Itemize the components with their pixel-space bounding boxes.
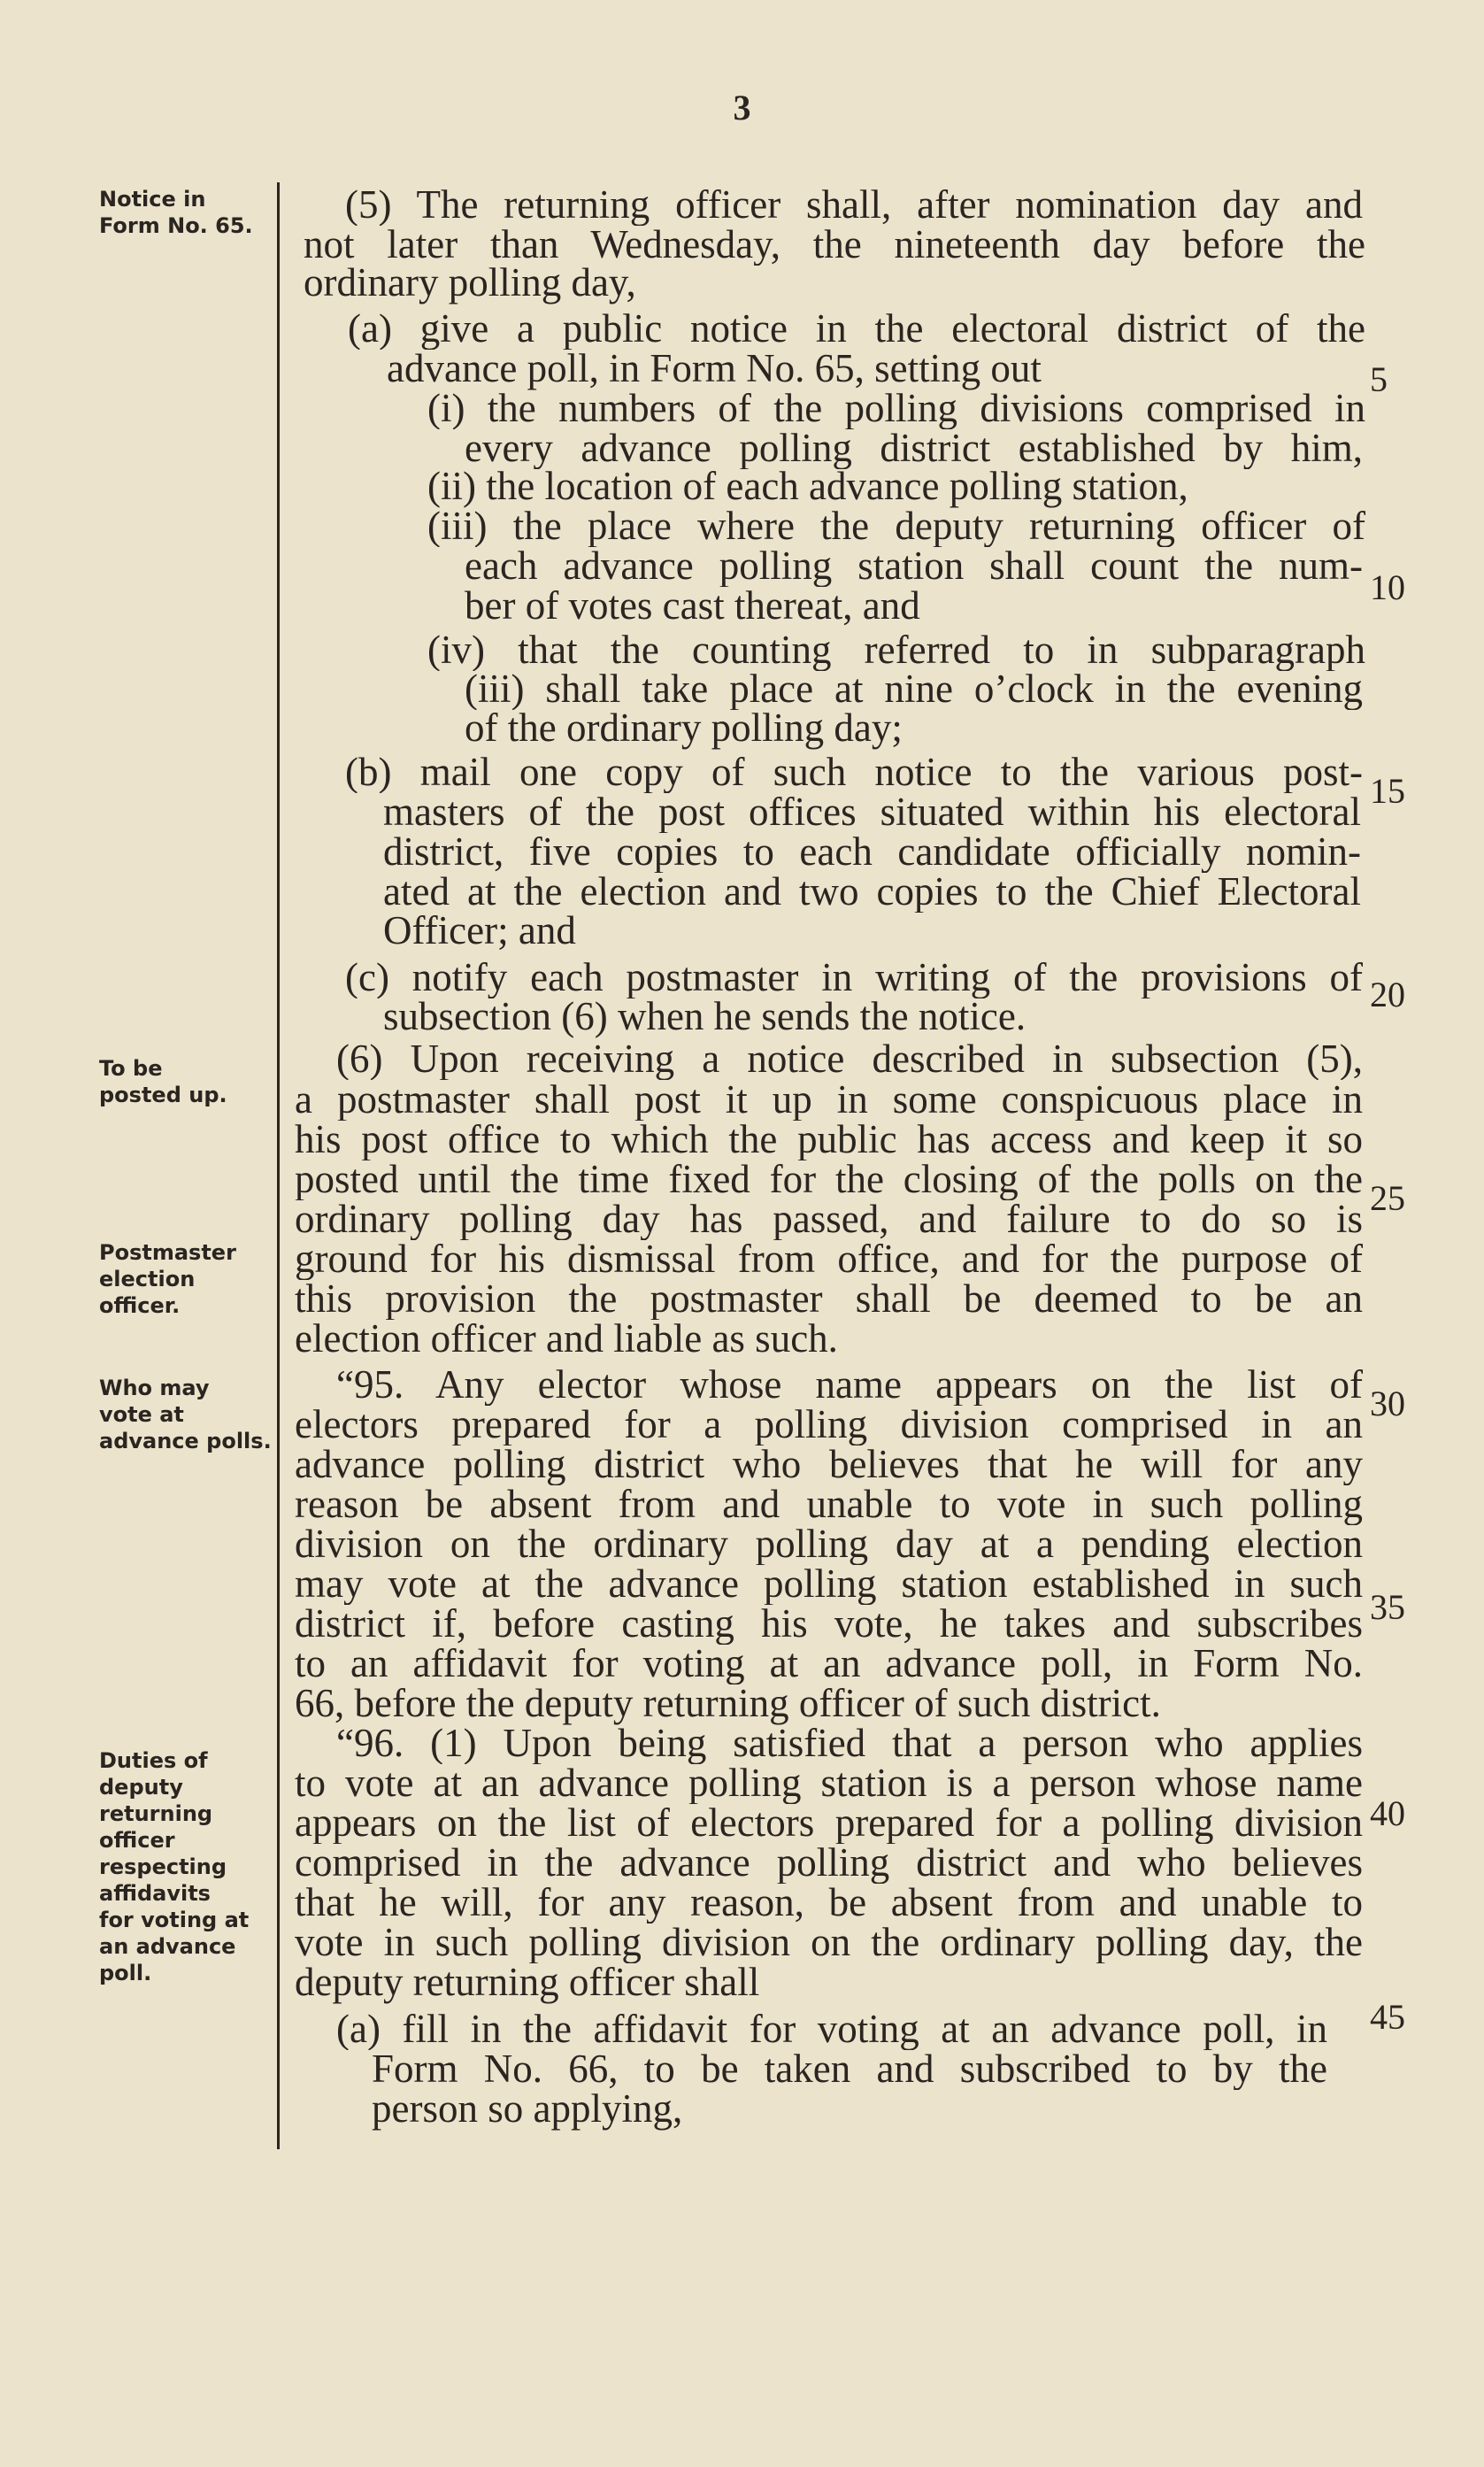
- text-line: ordinary polling day,: [304, 260, 636, 305]
- side-note-line: Notice in: [99, 187, 206, 212]
- text-line: his post office to which the public has access and keep it so: [295, 1118, 1363, 1160]
- text-line: person so applying,: [372, 2086, 683, 2131]
- side-note-line: advance polls.: [99, 1429, 272, 1453]
- side-note: [99, 186, 285, 239]
- text-line: (ii) the location of each advance polling station,: [427, 464, 1188, 508]
- text-line: every advance polling district established by him,: [465, 427, 1363, 469]
- side-note-line: affidavits: [99, 1881, 211, 1906]
- text-line: vote in such polling division on the ordinary polling day, the: [295, 1921, 1363, 1963]
- side-note: [99, 1055, 285, 1108]
- text-line: (b) mail one copy of such notice to the various post-: [345, 751, 1363, 793]
- text-line: comprised in the advance polling district and who believes: [295, 1841, 1363, 1884]
- text-line: 66, before the deputy returning officer of such district.: [295, 1681, 1161, 1725]
- side-note: [99, 1375, 285, 1454]
- side-note-line: To be: [99, 1056, 163, 1081]
- text-line: (6) Upon receiving a notice described in subsection (5),: [336, 1037, 1363, 1080]
- text-line: (5) The returning officer shall, after nomination day and: [345, 183, 1363, 226]
- text-line: (iv) that the counting referred to in subparagraph: [427, 628, 1365, 671]
- side-note-line: for voting at: [99, 1908, 250, 1932]
- text-line: a postmaster shall post it up in some conspicuous place in: [295, 1078, 1363, 1121]
- text-line: advance poll, in Form No. 65, setting out: [387, 346, 1042, 390]
- text-line: not later than Wednesday, the nineteenth day before the: [304, 223, 1365, 266]
- line-number: 40: [1370, 1793, 1405, 1833]
- line-number: 45: [1370, 1997, 1405, 2037]
- text-line: of the ordinary polling day;: [465, 705, 903, 750]
- text-line: to vote at an advance polling station is a person whose name: [295, 1762, 1363, 1804]
- side-note: [99, 1239, 285, 1319]
- side-note-line: officer.: [99, 1293, 181, 1318]
- text-line: division on the ordinary polling day at a pending election: [295, 1523, 1363, 1565]
- side-note-line: Duties of: [99, 1748, 208, 1773]
- side-note-line: an advance: [99, 1934, 236, 1959]
- text-line: district, five copies to each candidate officially nomin-: [383, 830, 1361, 873]
- line-number: 30: [1370, 1384, 1405, 1423]
- side-note-line: Form No. 65.: [99, 213, 253, 238]
- text-line: reason be absent from and unable to vote in such polling: [295, 1483, 1363, 1525]
- text-line: subsection (6) when he sends the notice.: [383, 994, 1026, 1038]
- side-note-line: returning: [99, 1801, 213, 1826]
- line-number: 20: [1370, 975, 1405, 1014]
- text-line: appears on the list of electors prepared for a polling division: [295, 1801, 1363, 1844]
- text-line: masters of the post offices situated within his electoral: [383, 790, 1361, 833]
- side-note-line: respecting: [99, 1854, 227, 1879]
- line-number: 10: [1370, 567, 1405, 607]
- side-note-line: Who may: [99, 1376, 210, 1400]
- text-line: “96. (1) Upon being satisfied that a person who applies: [336, 1722, 1363, 1764]
- line-number: 5: [1370, 359, 1388, 399]
- side-note-line: officer: [99, 1828, 175, 1853]
- text-line: advance polling district who believes that he will for any: [295, 1443, 1363, 1485]
- text-line: (i) the numbers of the polling divisions comprised in: [427, 387, 1365, 429]
- side-note-line: posted up.: [99, 1083, 227, 1107]
- text-line: district if, before casting his vote, he takes and subscribes: [295, 1602, 1363, 1645]
- text-line: “95. Any elector whose name appears on the list of: [336, 1363, 1363, 1406]
- text-line: (iii) the place where the deputy returning officer of: [427, 505, 1365, 547]
- side-note-line: election: [99, 1267, 196, 1291]
- text-line: may vote at the advance polling station established in such: [295, 1562, 1363, 1605]
- text-line: Officer; and: [383, 908, 576, 952]
- text-line: electors prepared for a polling division comprised in an: [295, 1403, 1363, 1446]
- line-number: 25: [1370, 1178, 1405, 1218]
- line-number: 35: [1370, 1587, 1405, 1627]
- text-line: (iii) shall take place at nine o’clock in the evening: [465, 667, 1363, 710]
- text-line: ordinary polling day has passed, and failure to do so is: [295, 1198, 1363, 1240]
- text-line: ber of votes cast thereat, and: [465, 583, 920, 628]
- side-note-line: Postmaster: [99, 1240, 236, 1265]
- page-number: 3: [733, 88, 751, 127]
- text-line: ated at the election and two copies to the Chief Electoral: [383, 870, 1361, 913]
- text-line: Form No. 66, to be taken and subscribed to by the: [372, 2047, 1327, 2090]
- side-note-line: poll.: [99, 1961, 152, 1985]
- text-line: (a) give a public notice in the electoral district of the: [348, 307, 1365, 350]
- text-line: deputy returning officer shall: [295, 1960, 760, 2004]
- text-line: that he will, for any reason, be absent from and unable to: [295, 1881, 1363, 1923]
- text-line: (a) fill in the affidavit for voting at an advance poll, in: [336, 2008, 1327, 2050]
- text-line: this provision the postmaster shall be deemed to be an: [295, 1277, 1363, 1320]
- side-note-line: vote at: [99, 1402, 184, 1427]
- text-line: to an affidavit for voting at an advance poll, in Form No.: [295, 1642, 1363, 1684]
- text-line: each advance polling station shall count the num-: [465, 544, 1363, 587]
- text-line: election officer and liable as such.: [295, 1316, 838, 1361]
- side-note-line: deputy: [99, 1775, 183, 1800]
- side-note: [99, 1747, 285, 1986]
- text-line: (c) notify each postmaster in writing of the provisions of: [345, 956, 1363, 998]
- text-line: ground for his dismissal from office, and for the purpose of: [295, 1237, 1363, 1280]
- line-number: 15: [1370, 771, 1405, 811]
- text-line: posted until the time fixed for the closing of the polls on the: [295, 1158, 1363, 1200]
